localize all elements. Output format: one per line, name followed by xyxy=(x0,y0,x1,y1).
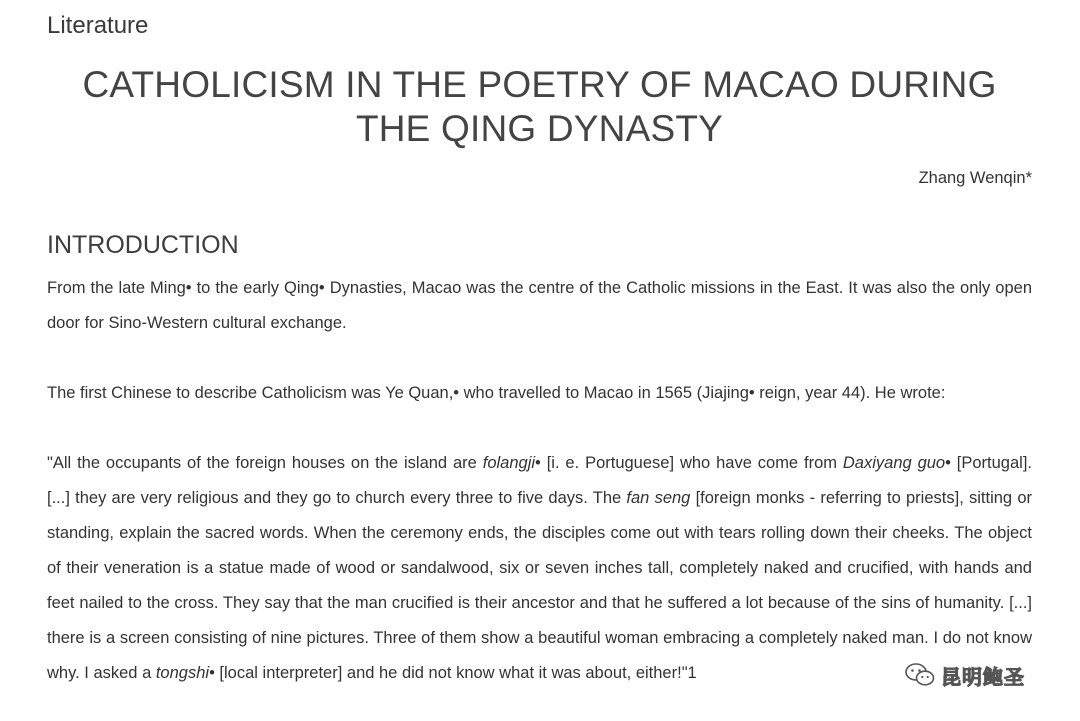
text-run: The first Chinese to describe Catholicism was Ye Quan,• who travelled to Macao in 1565 (Jiajing• reign, year 44). He wrote: xyxy=(47,384,946,402)
italic-term: tongshi xyxy=(155,664,210,682)
text-run: [foreign monks - referring to priests], sitting or standing, explain the sacred words. When the ceremony ends, the disciples come out with tears rolling down their cheeks. The object of their veneration is a statue made of wood or sandalwood, six or seven inches tall, completely naked and crucified, with hands and feet nailed to the cross. They say that the man crucified is their ancestor and that he suffered a lot because of the sins of humanity. [...] there is a screen consisting of nine pictures. Three of them show a beautiful woman embracing a completely naked man. I do not know why. I asked a xyxy=(47,489,1032,682)
watermark xyxy=(905,658,1025,692)
paragraph-quotation xyxy=(47,446,1032,691)
paragraph-intro xyxy=(47,271,1032,341)
article-title: CATHOLICISM IN THE POETRY OF MACAO DURING THE QING DYNASTY xyxy=(82,64,997,149)
paragraph-ye-quan xyxy=(47,376,1032,411)
italic-term: folangji xyxy=(482,454,536,472)
section-heading: INTRODUCTION xyxy=(47,231,239,259)
wechat-icon xyxy=(905,662,935,688)
italic-term: Daxiyang guo xyxy=(842,454,946,472)
text-run: From the late Ming• to the early Qing• Dynasties, Macao was the centre of the Catholic missions in the East. It was also the only open door for Sino-Western cultural exchange. xyxy=(47,279,1032,332)
category-label: Literature xyxy=(47,12,149,39)
author-byline: Zhang Wenqin* xyxy=(918,169,1032,187)
text-run: • [local interpreter] and he did not know what it was about, either!"1 xyxy=(209,664,697,682)
text-run: • [Portugal]. [...] they are very religious and they go to church every three to five days. The xyxy=(47,454,1032,507)
text-run: "All the occupants of the foreign houses on the island are xyxy=(47,454,483,472)
watermark-text: 昆明鲍圣 xyxy=(941,664,1025,689)
italic-term: fan seng xyxy=(626,489,691,507)
text-run: • [i. e. Portuguese] who have come from xyxy=(535,454,843,472)
